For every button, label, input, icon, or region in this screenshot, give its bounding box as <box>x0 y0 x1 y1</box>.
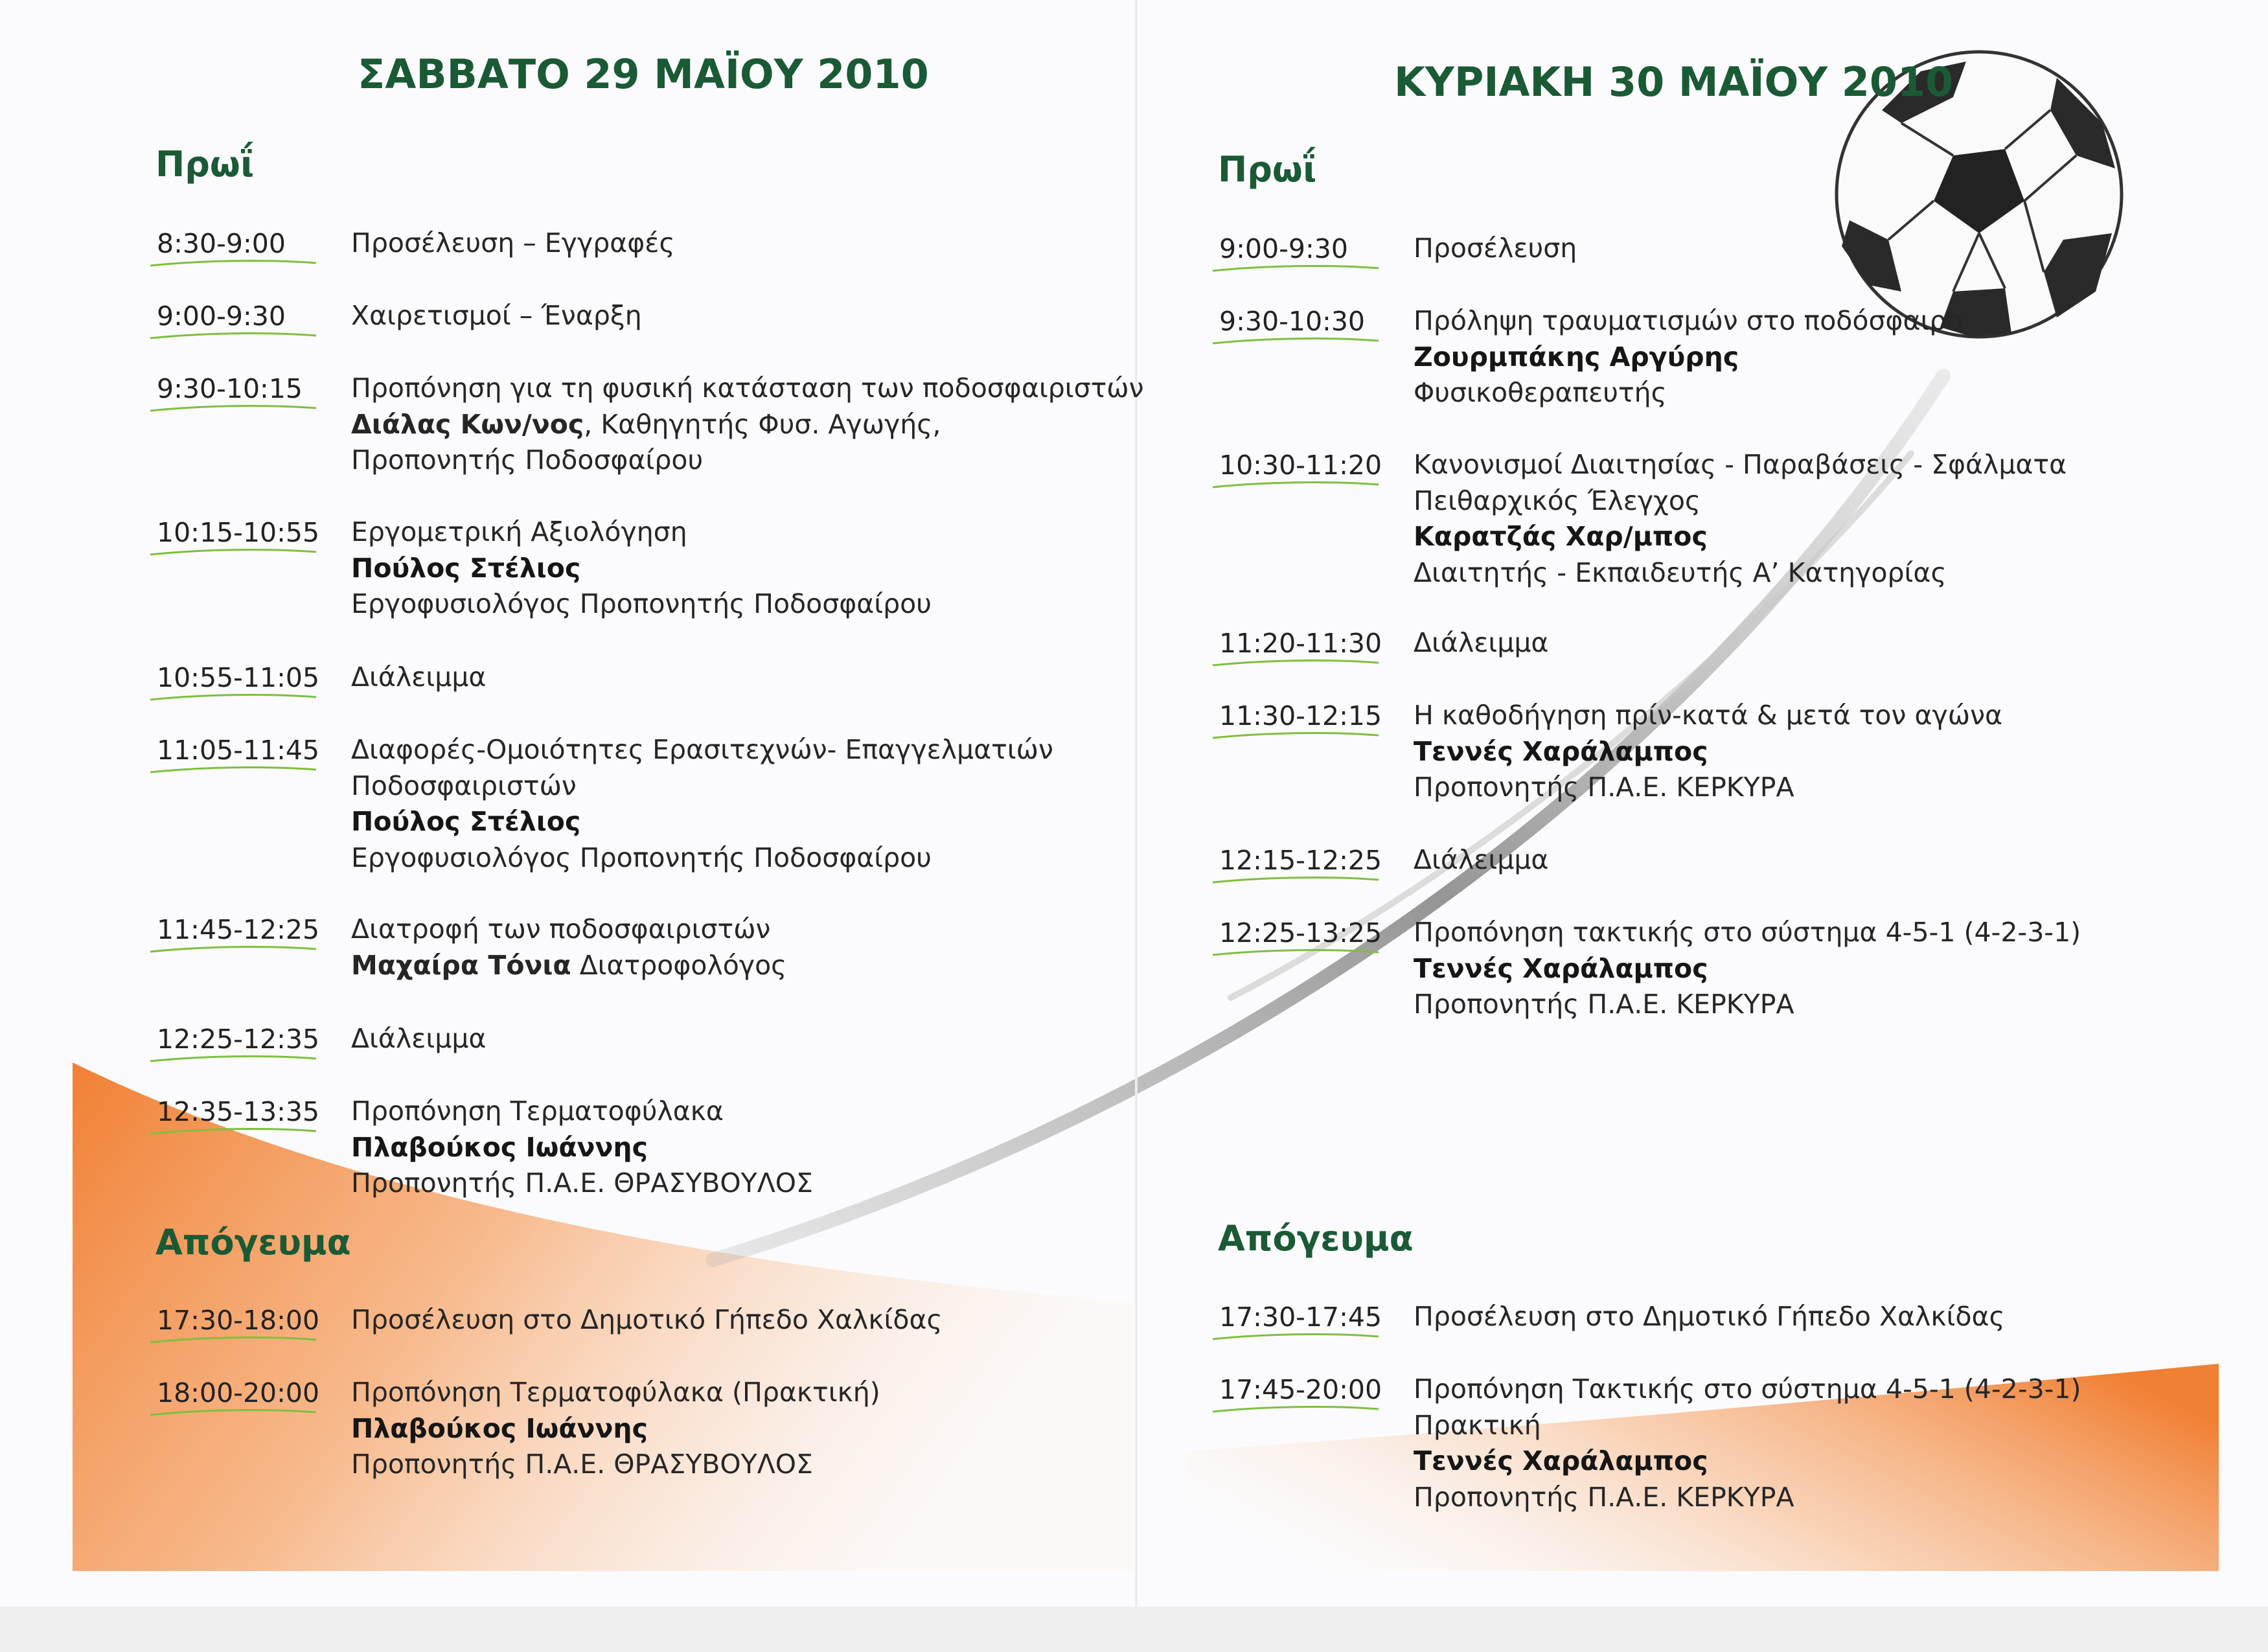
speaker-name: Πλαβούκος Ιωάννης <box>351 1412 648 1444</box>
time-slot: 9:30-10:15 <box>157 373 303 404</box>
time-underline <box>1211 481 1380 490</box>
time-underline <box>149 259 317 268</box>
time-slot: 10:30-11:20 <box>1219 450 1382 481</box>
time-underline <box>1211 659 1380 668</box>
morning-heading: Πρωΐ <box>155 144 254 185</box>
session-title: Πρακτική <box>1414 1409 1541 1441</box>
time-slot: 11:30-12:15 <box>1219 700 1382 731</box>
time-slot: 9:00-9:30 <box>1219 233 1348 264</box>
time-underline <box>149 332 317 341</box>
time-underline <box>149 693 317 702</box>
speaker-role: Προπονητής Π.Α.Ε. ΘΡΑΣΥΒΟΥΛΟΣ <box>351 1449 813 1480</box>
session-title: Προσέλευση <box>1414 233 1577 264</box>
session-title: Προπόνηση Τερματοφύλακα <box>351 1096 724 1127</box>
time-underline <box>149 1336 317 1345</box>
speaker-name: Πλαβούκος Ιωάννης <box>351 1131 648 1163</box>
speaker-role: Φυσικοθεραπευτής <box>1414 377 1667 408</box>
time-slot: 8:30-9:00 <box>157 228 286 259</box>
session-title: Πειθαρχικός Έλεγχος <box>1414 485 1701 516</box>
time-underline <box>1211 876 1380 885</box>
speaker-name: Διάλας Κων/νος <box>351 408 584 440</box>
speaker-name: Τεννές Χαράλαμπος <box>1414 1445 1708 1476</box>
speaker-name: Τεννές Χαράλαμπος <box>1414 735 1708 767</box>
speaker-role: Εργοφυσιολόγος Προπονητής Ποδοσφαίρου <box>351 842 932 873</box>
time-slot: 12:35-13:35 <box>157 1096 320 1127</box>
time-slot: 10:15-10:55 <box>157 517 320 548</box>
time-slot: 11:45-12:25 <box>157 914 320 945</box>
time-underline <box>1211 337 1380 346</box>
speaker-name: Πούλος Στέλιος <box>351 806 581 837</box>
time-underline <box>1211 731 1380 740</box>
time-slot: 12:25-12:35 <box>157 1024 320 1055</box>
time-underline <box>149 1408 317 1417</box>
time-slot: 12:25-13:25 <box>1219 917 1382 948</box>
session-title: Διάλειμμα <box>351 1023 487 1054</box>
speaker-name: Μαχαίρα Τόνια <box>351 949 571 981</box>
speaker-name: Πούλος Στέλιος <box>351 552 581 584</box>
session-title: Προσέλευση – Εγγραφές <box>351 227 675 258</box>
center-fold <box>1135 0 1138 1607</box>
session-title: Ποδοσφαιριστών <box>351 770 577 801</box>
session-title: Διάλειμμα <box>1414 844 1549 875</box>
morning-heading: Πρωΐ <box>1218 149 1316 190</box>
time-underline <box>149 548 317 557</box>
speaker-role: Προπονητής Π.Α.Ε. ΘΡΑΣΥΒΟΥΛΟΣ <box>351 1167 813 1199</box>
time-underline <box>149 1055 317 1064</box>
speaker-role: Προπονητής Π.Α.Ε. ΚΕΡΚΥΡΑ <box>1414 1481 1794 1513</box>
day-title: ΣΑΒΒΑΤΟ 29 ΜΑΪΟΥ 2010 <box>358 51 929 98</box>
session-title: Διατροφή των ποδοσφαιριστών <box>351 913 771 945</box>
session-title: Κανονισμοί Διαιτησίας - Παραβάσεις - Σφάλματα <box>1414 449 2067 480</box>
session-title: Διάλειμμα <box>351 661 487 693</box>
time-underline <box>149 1127 317 1136</box>
session-title: Προπόνηση Τακτικής στο σύστημα 4-5-1 (4-2-3-1) <box>1414 1373 2081 1405</box>
session-title: Προπόνηση για τη φυσική κατάσταση των ποδοσφαιριστών <box>351 373 1144 404</box>
session-title: Πρόληψη τραυματισμών στο ποδόσφαιρο <box>1414 305 1963 336</box>
speaker-name: Ζουρμπάκης Αργύρης <box>1414 341 1739 373</box>
session-title: Διαφορές-Ομοιότητες Ερασιτεχνών- Επαγγελματιών <box>351 734 1053 765</box>
speaker-role: Προπονητής Π.Α.Ε. ΚΕΡΚΥΡΑ <box>1414 989 1794 1020</box>
session-title: Η καθοδήγηση πρίν-κατά & μετά τον αγώνα <box>1414 700 2003 731</box>
time-underline <box>1211 1405 1380 1414</box>
time-slot: 11:20-11:30 <box>1219 628 1382 659</box>
time-slot: 11:05-11:45 <box>157 735 320 766</box>
time-underline <box>1211 948 1380 958</box>
time-underline <box>1211 1333 1380 1342</box>
session-title: Προπόνηση τακτικής στο σύστημα 4-5-1 (4-2-3-1) <box>1414 917 2081 948</box>
speaker-role: Προπονητής Ποδοσφαίρου <box>351 444 704 476</box>
speaker-line <box>351 948 786 984</box>
afternoon-heading: Απόγευμα <box>1218 1218 1414 1259</box>
speaker-role: Διαιτητής - Εκπαιδευτής Α’ Κατηγορίας <box>1414 556 1947 588</box>
speaker-role: Προπονητής Π.Α.Ε. ΚΕΡΚΥΡΑ <box>1414 772 1794 803</box>
session-title: Προσέλευση στο Δημοτικό Γήπεδο Χαλκίδας <box>351 1304 943 1335</box>
time-underline <box>149 766 317 775</box>
time-slot: 9:30-10:30 <box>1219 306 1366 337</box>
time-slot: 17:45-20:00 <box>1219 1374 1382 1405</box>
afternoon-heading: Απόγευμα <box>155 1222 351 1263</box>
speaker-name: Τεννές Χαράλαμπος <box>1414 952 1708 984</box>
session-title: Διάλειμμα <box>1414 627 1549 658</box>
time-slot: 17:30-17:45 <box>1219 1302 1382 1333</box>
speaker-line <box>351 407 1144 443</box>
speaker-role: Διατροφολόγος <box>571 949 787 981</box>
session-title: Εργομετρική Αξιολόγηση <box>351 516 687 547</box>
time-slot: 12:15-12:25 <box>1219 845 1382 876</box>
time-slot: 10:55-11:05 <box>157 662 320 693</box>
time-slot: 17:30-18:00 <box>157 1305 320 1336</box>
time-slot: 18:00-20:00 <box>157 1377 320 1408</box>
speaker-name: Καρατζάς Χαρ/μπος <box>1414 521 1708 552</box>
time-slot: 9:00-9:30 <box>157 301 286 332</box>
time-underline <box>1211 264 1380 273</box>
time-underline <box>149 404 317 413</box>
session-title: Προπόνηση Τερματοφύλακα (Πρακτική) <box>351 1377 880 1408</box>
speaker-role: , Καθηγητής Φυσ. Αγωγής, <box>584 408 941 440</box>
speaker-role: Εργοφυσιολόγος Προπονητής Ποδοσφαίρου <box>351 588 932 619</box>
day-title: ΚΥΡΙΑΚΗ 30 ΜΑΪΟΥ 2010 <box>1394 58 1954 106</box>
time-underline <box>149 945 317 954</box>
session-title: Χαιρετισμοί – Έναρξη <box>351 300 642 331</box>
session-title: Προσέλευση στο Δημοτικό Γήπεδο Χαλκίδας <box>1414 1301 2005 1332</box>
